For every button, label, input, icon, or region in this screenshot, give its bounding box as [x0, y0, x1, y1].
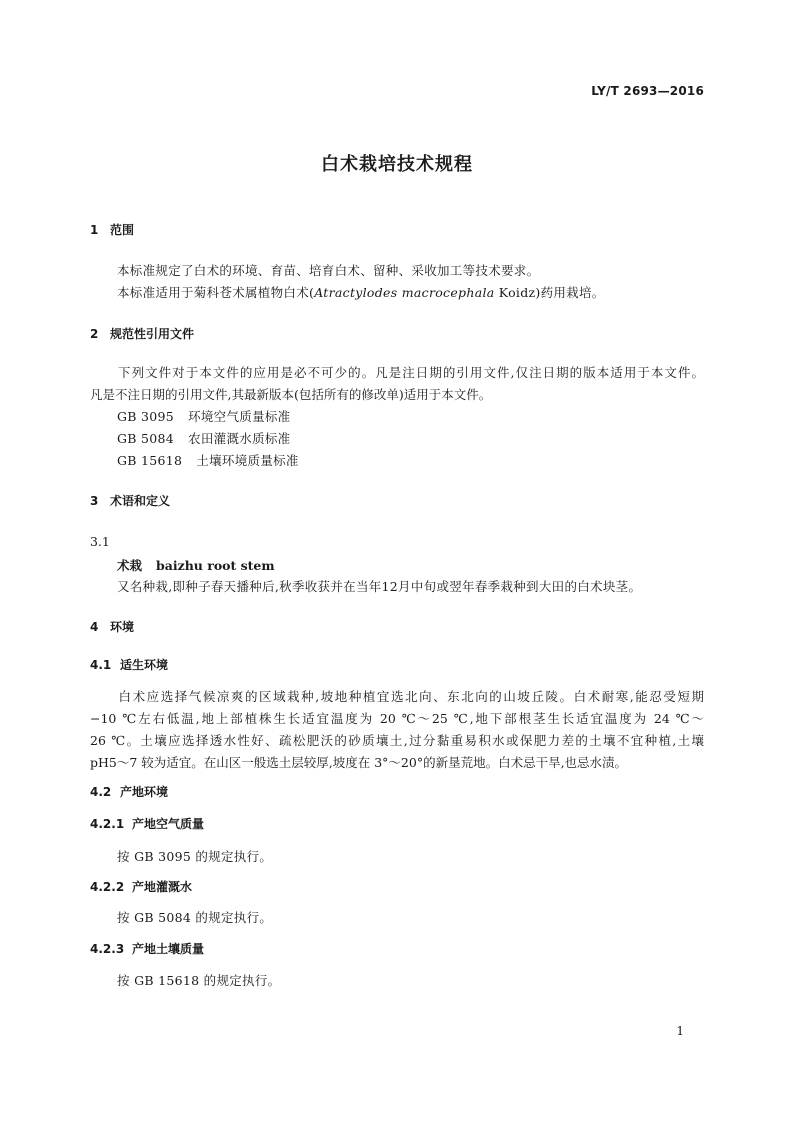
subsection-title: 产地土壤质量 [132, 942, 205, 956]
section-number: 2 [90, 327, 99, 341]
reference-code: GB 5084 [117, 431, 175, 446]
subsection-number: 4.2.3 [90, 942, 125, 956]
term-chinese: 术栽 [117, 558, 143, 573]
subsection-title: 产地空气质量 [132, 817, 205, 831]
environment-line-2: −10 ℃左右低温,地上部植株生长适宜温度为 20 ℃～25 ℃,地下部根茎生长适宜温度为 24 ℃～ [90, 711, 704, 726]
term-number: 3.1 [90, 534, 110, 549]
section-number: 3 [90, 494, 99, 508]
air-quality-text: 按 GB 3095 的规定执行。 [117, 849, 273, 864]
section-1-heading [90, 221, 134, 238]
environment-line-3: 26 ℃。土壤应选择透水性好、疏松肥沃的砂质壤土,过分黏重易积水或保肥力差的土壤不宜种植,土壤 [90, 733, 704, 748]
subsection-title: 产地环境 [120, 785, 169, 799]
subsection-number: 4.2 [90, 785, 112, 799]
subsection-number: 4.1 [90, 658, 112, 672]
standard-number: LY/T 2693—2016 [591, 84, 704, 98]
term-entry [117, 556, 275, 574]
section-number: 4 [90, 620, 99, 634]
reference-item [117, 429, 290, 447]
subsection-4-2-3-heading [90, 940, 204, 957]
subsection-4-2-1-heading [90, 815, 204, 832]
section-title: 环境 [110, 620, 135, 634]
reference-item [117, 451, 299, 469]
section-title: 范围 [110, 223, 135, 237]
subsection-4-1-heading [90, 656, 168, 673]
subsection-4-2-heading [90, 783, 168, 800]
references-intro-line-1 [90, 362, 704, 384]
subsection-number: 4.2.1 [90, 817, 125, 831]
references-intro-line-2: 凡是不注日期的引用文件,其最新版本(包括所有的修改单)适用于本文件。 [90, 387, 492, 402]
reference-title: 农田灌溉水质标准 [188, 431, 291, 446]
section-4-heading [90, 618, 134, 635]
subsection-number: 4.2.2 [90, 880, 125, 894]
irrigation-water-text: 按 GB 5084 的规定执行。 [117, 910, 273, 925]
scope-text-b: Koidz)药用栽培。 [494, 285, 605, 300]
soil-quality-text: 按 GB 15618 的规定执行。 [117, 973, 281, 988]
reference-code: GB 15618 [117, 453, 183, 468]
subsection-title: 适生环境 [120, 658, 169, 672]
section-title: 规范性引用文件 [110, 327, 195, 341]
section-number: 1 [90, 223, 99, 237]
environment-line-4: pH5～7 较为适宜。在山区一般选土层较厚,坡度在 3°～20°的新垦荒地。白术忌干旱,也忌水渍。 [90, 755, 628, 770]
reference-title: 土壤环境质量标准 [196, 453, 299, 468]
reference-item [117, 407, 290, 425]
scope-paragraph-2 [117, 283, 605, 301]
subsection-4-2-2-heading [90, 878, 192, 895]
page-number: 1 [676, 1024, 684, 1038]
latin-name: Atractylodes macrocephala [314, 285, 495, 300]
environment-line-1 [90, 686, 704, 708]
reference-title: 环境空气质量标准 [188, 409, 291, 424]
term-definition: 又名种栽,即种子春天播种后,秋季收获并在当年12月中旬或翌年春季栽种到大田的白术块茎。 [117, 579, 642, 594]
environment-text: 白术应选择气候凉爽的区域栽种,坡地种植宜选北向、东北向的山坡丘陵。白术耐寒,能忍受短期 [117, 689, 704, 704]
scope-text-a: 本标准适用于菊科苍术属植物白术( [117, 285, 315, 300]
intro-text: 下列文件对于本文件的应用是必不可少的。凡是注日期的引用文件,仅注日期的版本适用于本文件。 [117, 365, 704, 380]
section-title: 术语和定义 [110, 494, 171, 508]
document-title: 白术栽培技术规程 [321, 154, 473, 175]
scope-paragraph-1: 本标准规定了白术的环境、育苗、培育白术、留种、采收加工等技术要求。 [117, 263, 540, 278]
section-2-heading [90, 325, 194, 342]
term-english: baizhu root stem [156, 558, 275, 573]
reference-code: GB 3095 [117, 409, 175, 424]
section-3-heading [90, 492, 170, 509]
subsection-title: 产地灌溉水 [132, 880, 193, 894]
